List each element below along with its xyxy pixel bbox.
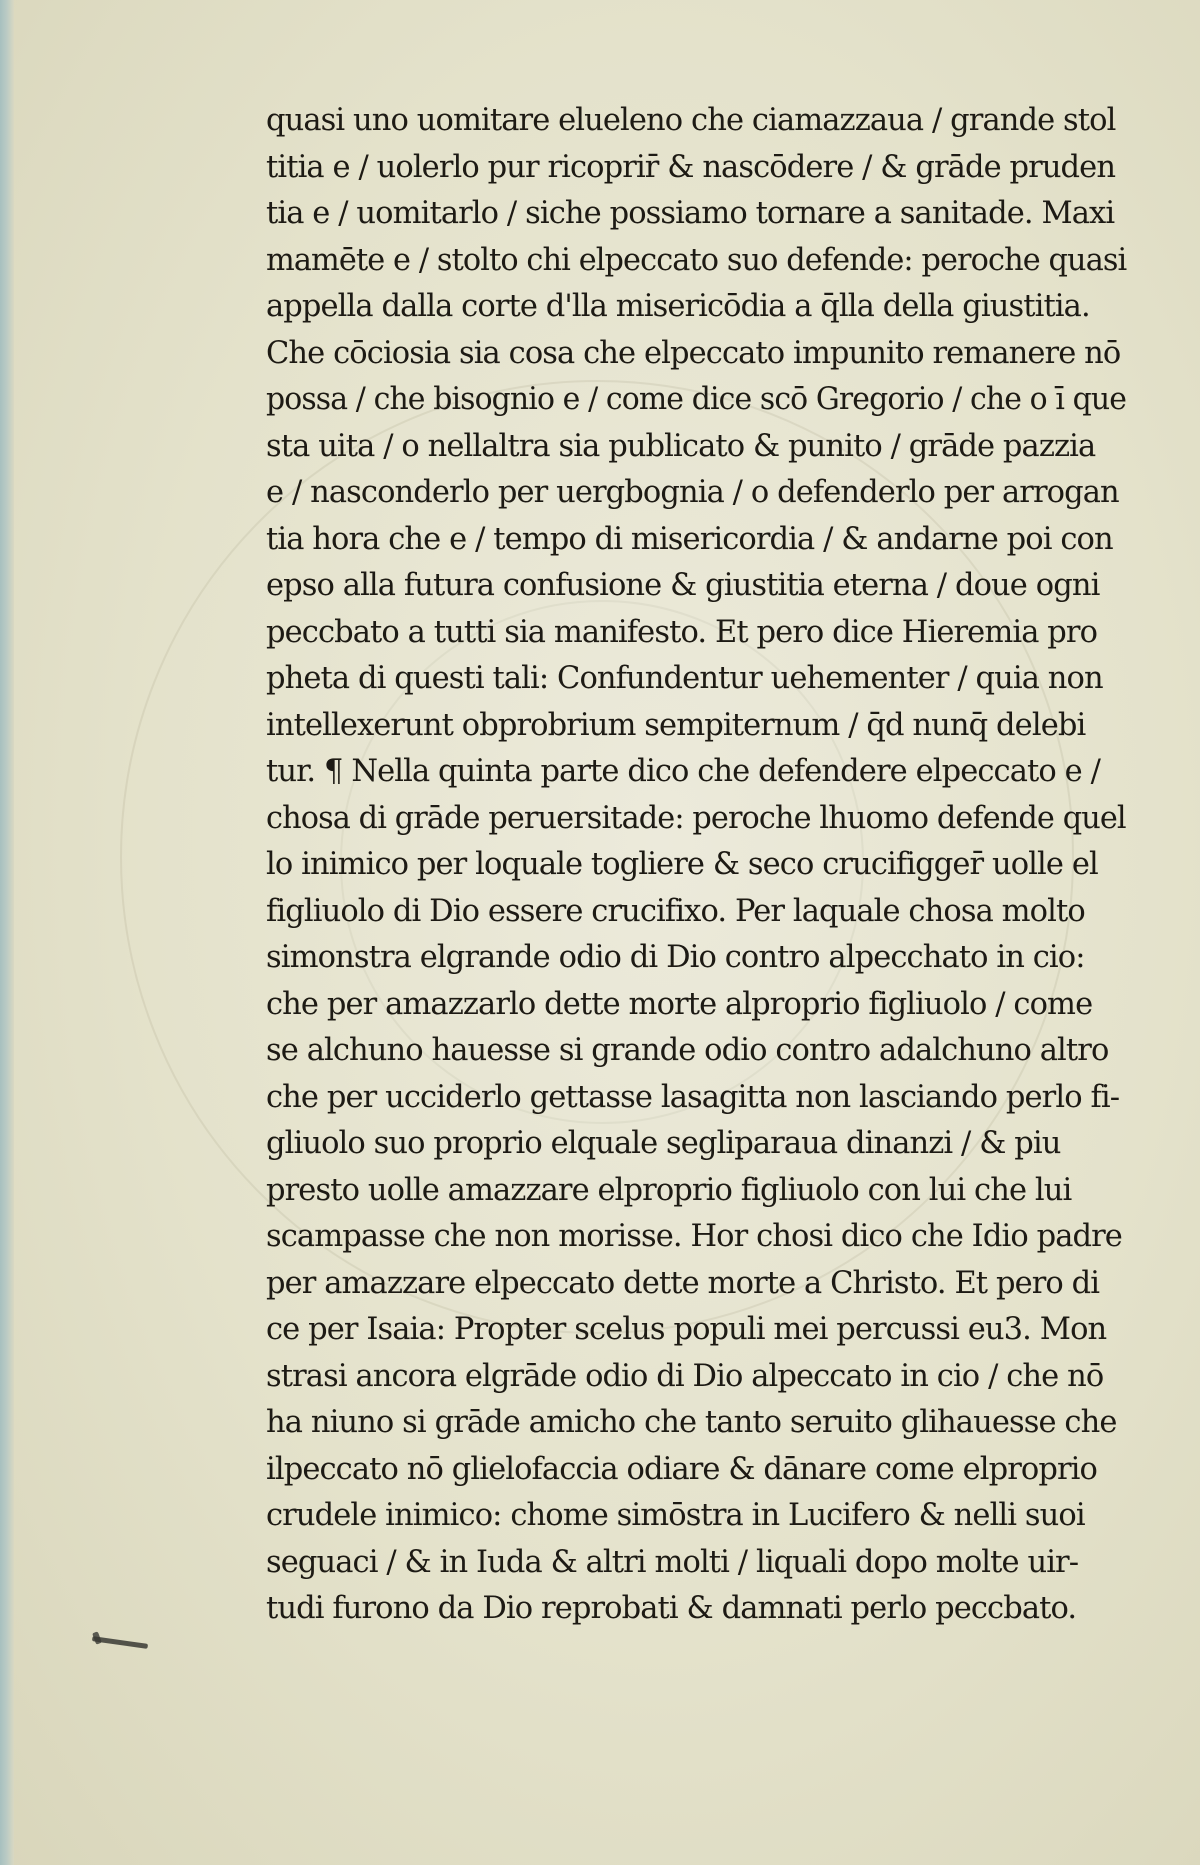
- text-line: seguaci / & in Iuda & altri molti / liquali dopo molte uir-: [266, 1544, 1079, 1580]
- text-line: per amazzare elpeccato dette morte a Christo. Et pero di: [266, 1265, 1100, 1301]
- text-line: tia hora che e / tempo di misericordia / & andarne poi con: [266, 521, 1113, 557]
- text-line: simonstra elgrande odio di Dio contro alpecchato in cio:: [266, 940, 1085, 975]
- text-line: figliuolo di Dio essere crucifixo. Per laquale chosa molto: [266, 893, 1085, 929]
- page-left-edge: [0, 0, 14, 1865]
- text-line: peccbato a tutti sia manifesto. Et pero dice Hieremia pro: [266, 614, 1098, 650]
- text-line: ilpeccato nō glielofaccia odiare & dānare come elproprio: [266, 1451, 1097, 1487]
- text-line: strasi ancora elgrāde odio di Dio alpeccato in cio / che nō: [266, 1358, 1104, 1394]
- text-line: appella dalla corte d'lla misericōdia a q̄lla della giustitia.: [266, 289, 1090, 324]
- text-line: epso alla futura confusione & giustitia eterna / doue ogni: [266, 568, 1100, 603]
- text-line: Che cōciosia sia cosa che elpeccato impunito remanere nō: [266, 335, 1121, 371]
- text-line: possa / che bisognio e / come dice scō Gregorio / che o ī que: [266, 382, 1127, 417]
- text-line: presto uolle amazzare elproprio figliuolo con lui che lui: [266, 1172, 1072, 1208]
- text-line: e / nasconderlo per uergbognia / o defenderlo per arrogan: [266, 475, 1119, 510]
- text-line: scampasse che non morisse. Hor chosi dico che Idio padre: [266, 1219, 1122, 1254]
- text-line: crudele inimico: chome simōstra in Lucifero & nelli suoi: [266, 1498, 1085, 1533]
- text-line: chosa di grāde peruersitade: peroche lhuomo defende quel: [266, 800, 1126, 836]
- text-line: che per ucciderlo gettasse lasagitta non lasciando perlo fi-: [266, 1079, 1120, 1115]
- text-line: tudi furono da Dio reprobati & damnati perlo peccbato.: [266, 1591, 1077, 1626]
- text-line: lo inimico per loquale togliere & seco crucifigger̄ uolle el: [266, 847, 1098, 882]
- text-line: tia e / uomitarlo / siche possiamo tornare a sanitade. Maxi: [266, 196, 1115, 231]
- text-line: sta uita / o nellaltra sia publicato & punito / grāde pazzia: [266, 428, 1096, 464]
- text-line: quasi uno uomitare eluelenо che ciamazzaua / grande stol: [266, 103, 1116, 138]
- text-line: tur. ¶ Nella quinta parte dico che defendere elpeccato e /: [266, 754, 1100, 789]
- text-line: gliuolo suo proprio elquale segliparaua dinanzi / & piu: [266, 1126, 1061, 1161]
- text-line: pheta di questi tali: Confundentur uehementer / quia non: [266, 661, 1103, 696]
- text-line: intellexerunt obprobrium sempiternum / q̄d nunq̄ delebi: [266, 707, 1086, 743]
- text-line: che per amazzarlo dette morte alproprio figliuolo / come: [266, 986, 1093, 1022]
- text-line: ce per Isaia: Propter scelus populi mei percussi eu3. Mon: [266, 1312, 1107, 1347]
- text-line: mamēte e / stolto chi elpeccato suo defende: peroche quasi: [266, 242, 1127, 278]
- ink-mark-tick: [92, 1631, 102, 1644]
- text-block: [266, 98, 1126, 1633]
- text-line: titia e / uolerlo pur ricoprir̄ & nascōdere / & grāde pruden: [266, 149, 1116, 185]
- text-line: se alchuno hauesse si grande odio contro adalchuno altro: [266, 1033, 1109, 1068]
- text-line: ha niuno si grāde amicho che tanto seruito glihauesse che: [266, 1405, 1117, 1440]
